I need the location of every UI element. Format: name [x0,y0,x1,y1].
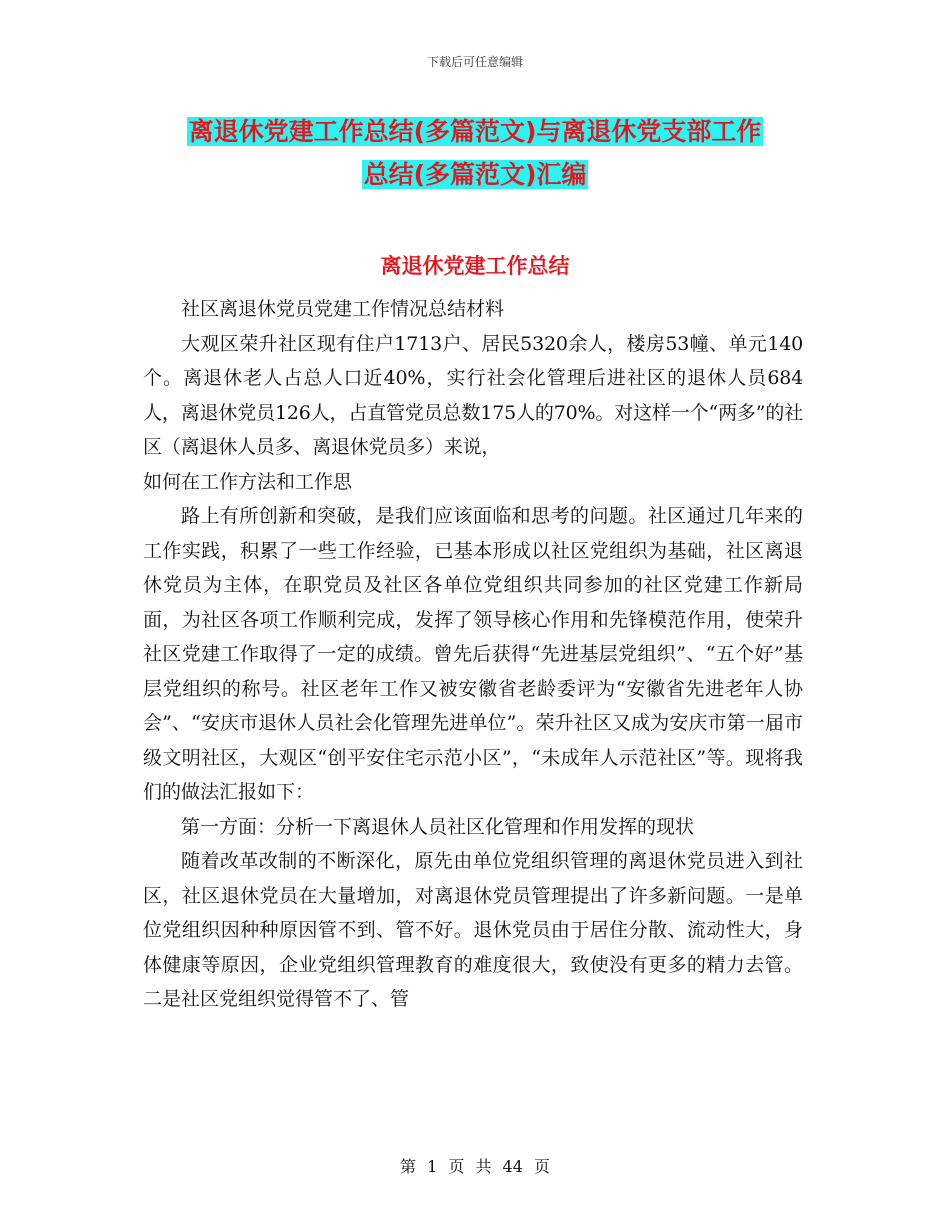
paragraph: 随着改革改制的不断深化，原先由单位党组织管理的离退休党员进入到社区，社区退休党员在大量增加，对离退休党员管理提出了许多新问题。一是单位党组织因种种原因管不到、管不好。退休党员由于居住分散、流动性大，身体健康等原因，企业党组织管理教育的难度很大，致使没有更多的精力去管。二是社区党组织觉得管不了、管 [143,850,803,1010]
paragraph: 路上有所创新和突破，是我们应该面临和思考的问题。社区通过几年来的工作实践，积累了一些工作经验，已基本形成以社区党组织为基础，社区离退休党员为主体，在职党员及社区各单位党组织共同参加的社区党建工作新局面，为社区各项工作顺利完成，发挥了领导核心作用和先锋模范作用，使荣升社区党建工作取得了一定的成绩。曾先后获得“先进基层党组织”、“五个好”基层党组织的称号。社区老年工作又被安徽省老龄委评为“安徽省先进老年人协会”、“安庆市退休人员社会化管理先进单位”。荣升社区又成为安庆市第一届市级文明社区，大观区“创平安住宅示范小区”，“未成年人示范社区”等。现将我们的做法汇报如下： [143,505,803,803]
paragraph: 第一方面：分析一下离退休人员社区化管理和作用发挥的现状 [181,815,695,838]
document-title-line-1: 离退休党建工作总结(多篇范文)与离退休党支部工作 [188,117,762,146]
section-title: 离退休党建工作总结 [380,254,570,278]
document-title [0,110,950,196]
page-header-note: 下载后可任意编辑 [426,55,523,69]
paragraph: 社区离退休党员党建工作情况总结材料 [181,298,505,320]
document-title-line-2: 总结(多篇范文)汇编 [363,160,587,189]
page-footer: 第 1 页 共 44 页 [400,1157,550,1176]
document-body [143,292,803,1017]
paragraph: 大观区荣升社区现有住户1713户、居民5320余人，楼房53幢、单元140个。离退休老人占总人口近40%，实行社会化管理后进社区的退休人员684人，离退休党员126人，占直管党员总数175人的70%。对这样一个“两多”的社区（离退休人员多、离退休党员多）来说， [143,332,803,458]
paragraph: 如何在工作方法和工作思 [143,470,353,493]
